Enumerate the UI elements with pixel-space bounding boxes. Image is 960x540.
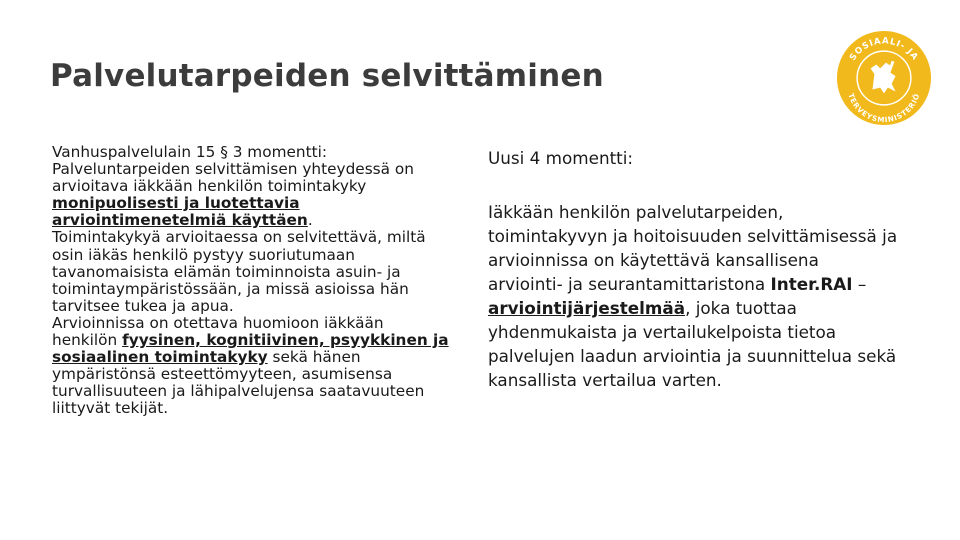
slide-title: Palvelutarpeiden selvittäminen <box>50 58 604 94</box>
ministry-logo <box>836 30 932 126</box>
right-heading: Uusi 4 momentti: <box>488 148 634 168</box>
paragraph-1: Palveluntarpeiden selvittämisen yhteydessä on arvioitava iäkkään henkilön toimintakyky monipuolisesti ja luotettavia arviointimenetelmiä käyttäen. <box>52 160 414 230</box>
emphasis-system: arviointijärjestelmää <box>488 298 686 318</box>
paragraph-2: Toimintakykyä arvioitaessa on selvitettävä, miltä osin iäkäs henkilö pystyy suoriutumaan tavanomaisista elämän toiminnoista asuin- ja toimintaympäristössään, ja missä asioissa hän tarvitsee tukea ja apua. <box>52 228 426 315</box>
law-reference: Vanhuspalvelulain 15 § 3 momentti: <box>52 143 327 161</box>
paragraph-3: Arvioinnissa on otettava huomioon iäkkään henkilön fyysinen, kognitiivinen, psyykkinen ja sosiaalinen toimintakyky sekä hänen ympäristönsä esteettömyyteen, asumisensa turvallisuuteen ja lähipalvelujensa saatavuuteen liittyvät tekijät. <box>52 313 449 418</box>
emphasis-capacity: fyysinen, kognitiivinen, psyykkinen ja sosiaalinen toimintakyky <box>52 331 449 367</box>
svg-text:SOSIAALI- JA: SOSIAALI- JA <box>848 36 920 63</box>
right-column <box>488 146 898 392</box>
right-paragraph: Iäkkään henkilön palvelutarpeiden, toimintakyvyn ja hoitoisuuden selvittämisessä ja arvioinnissa on käytettävä kansallisena arviointi- ja seurantamittaristona Inter.RAI – arviointijärjestelmää, joka tuottaa yhdenmukaista ja vertailukelpoista tietoa palvelujen laadun arviointia ja suunnittelua sekä kansallista vertailua varten. <box>488 202 898 390</box>
svg-text:TERVEYSMINISTERIÖ: TERVEYSMINISTERIÖ <box>846 91 922 125</box>
left-column <box>52 144 452 418</box>
emphasis-methods: monipuolisesti ja luotettavia arviointimenetelmiä käyttäen <box>52 194 308 230</box>
emphasis-interrai: Inter.RAI <box>770 274 853 294</box>
